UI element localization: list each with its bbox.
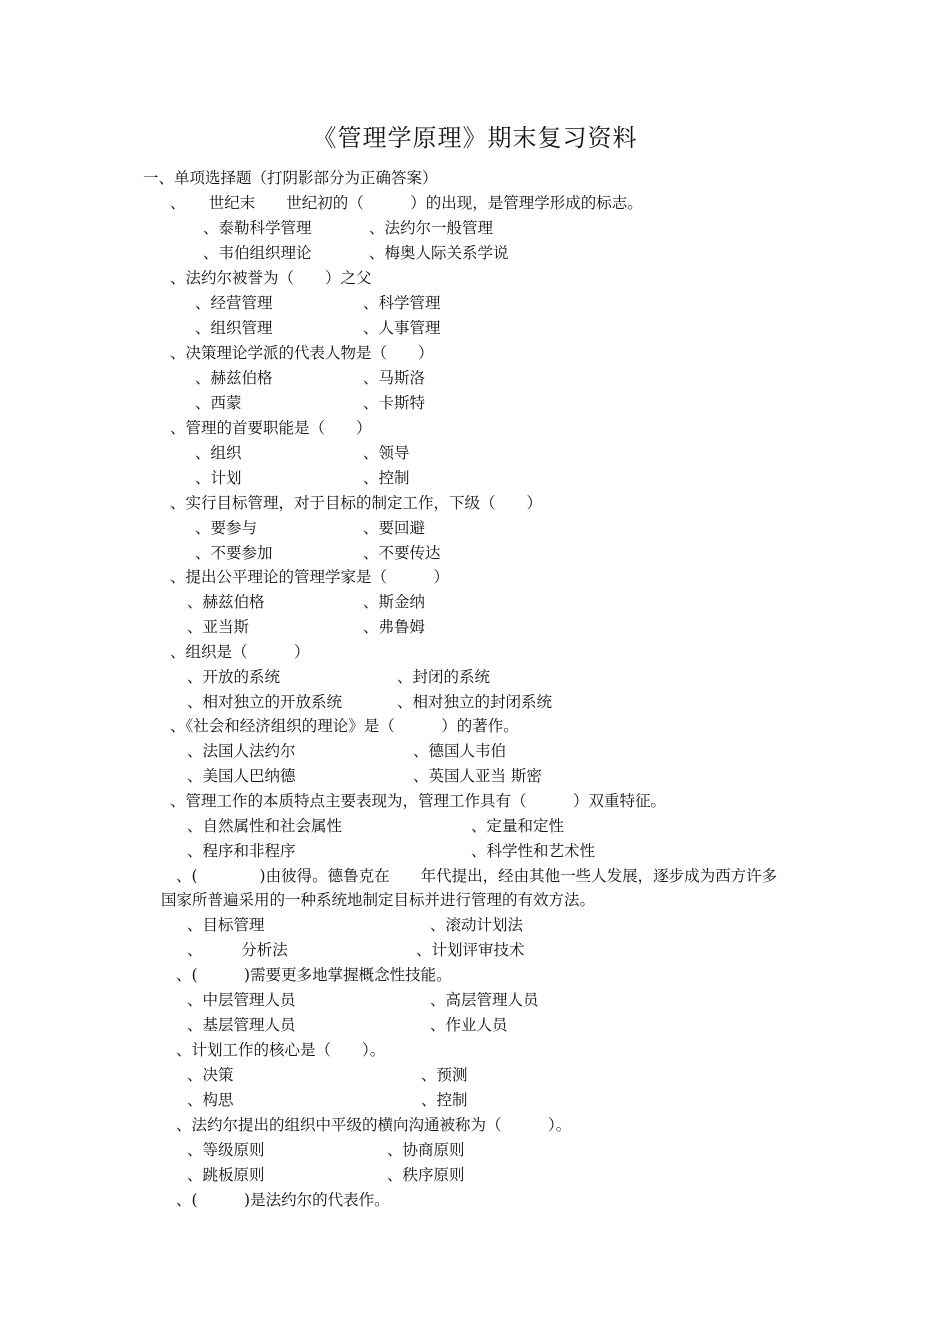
- question-13: 、法约尔提出的组织中平级的横向沟通被称为（ ）。: [176, 1116, 572, 1134]
- option-2a: 、经营管理: [195, 294, 273, 312]
- option-13c: 、跳板原则: [187, 1166, 265, 1184]
- question-8: 、《社会和经济组织的理论》是（ ）的著作。: [170, 717, 519, 735]
- question-1: 、 世纪末 世纪初的（ ）的出现，是管理学形成的标志。: [170, 194, 643, 212]
- option-10a: 、目标管理: [187, 916, 265, 934]
- option-12c: 、构思: [187, 1091, 234, 1109]
- option-7d: 、相对独立的封闭系统: [397, 693, 553, 711]
- option-12a: 、决策: [187, 1066, 234, 1084]
- option-1a: 、泰勒科学管理: [203, 219, 312, 237]
- option-5a: 、要参与: [195, 519, 258, 537]
- option-1b: 、法约尔一般管理: [369, 219, 494, 237]
- option-4a: 、组织: [195, 444, 242, 462]
- option-13b: 、协商原则: [387, 1141, 465, 1159]
- question-11: 、( )需要更多地掌握概念性技能。: [176, 966, 452, 984]
- option-13a: 、等级原则: [187, 1141, 265, 1159]
- option-5b: 、要回避: [363, 519, 426, 537]
- option-10b: 、滚动计划法: [430, 916, 524, 934]
- question-9: 、管理工作的本质特点主要表现为，管理工作具有（ ）双重特征。: [170, 792, 667, 810]
- question-10-continued: 国家所普遍采用的一种系统地制定目标并进行管理的有效方法。: [161, 891, 596, 909]
- option-10c: 、 分析法: [187, 941, 288, 959]
- option-11d: 、作业人员: [430, 1016, 508, 1034]
- question-3: 、决策理论学派的代表人物是（ ）: [170, 344, 434, 362]
- option-5d: 、不要传达: [363, 544, 441, 562]
- option-6a: 、赫兹伯格: [187, 593, 265, 611]
- option-4b: 、领导: [363, 444, 410, 462]
- page-title: 《管理学原理》期末复习资料: [312, 124, 638, 152]
- option-12b: 、预测: [421, 1066, 468, 1084]
- option-2c: 、组织管理: [195, 319, 273, 337]
- option-1d: 、梅奥人际关系学说: [369, 244, 509, 262]
- option-9a: 、自然属性和社会属性: [187, 817, 343, 835]
- option-11c: 、基层管理人员: [187, 1016, 296, 1034]
- option-12d: 、控制: [421, 1091, 468, 1109]
- option-13d: 、秩序原则: [387, 1166, 465, 1184]
- option-6d: 、弗鲁姆: [363, 618, 426, 636]
- option-10d: 、计划评审技术: [416, 941, 525, 959]
- option-7b: 、封闭的系统: [397, 668, 491, 686]
- option-3c: 、西蒙: [195, 394, 242, 412]
- option-7a: 、开放的系统: [187, 668, 281, 686]
- question-10: 、( )由彼得。德鲁克在 年代提出，经由其他一些人发展，逐步成为西方许多: [176, 867, 778, 885]
- option-1c: 、韦伯组织理论: [203, 244, 312, 262]
- option-9d: 、科学性和艺术性: [471, 842, 596, 860]
- option-9c: 、程序和非程序: [187, 842, 296, 860]
- option-8b: 、德国人韦伯: [413, 742, 507, 760]
- option-11b: 、高层管理人员: [430, 991, 539, 1009]
- option-8c: 、美国人巴纳德: [187, 767, 296, 785]
- section-heading: 一、单项选择题（打阴影部分为正确答案）: [143, 169, 438, 187]
- option-9b: 、定量和定性: [471, 817, 565, 835]
- option-2d: 、人事管理: [363, 319, 441, 337]
- option-5c: 、不要参加: [195, 544, 273, 562]
- option-6c: 、亚当斯: [187, 618, 250, 636]
- option-2b: 、科学管理: [363, 294, 441, 312]
- option-7c: 、相对独立的开放系统: [187, 693, 343, 711]
- question-14: 、( )是法约尔的代表作。: [176, 1191, 390, 1209]
- question-6: 、提出公平理论的管理学家是（ ）: [170, 568, 450, 586]
- option-3b: 、马斯洛: [363, 369, 426, 387]
- option-3a: 、赫兹伯格: [195, 369, 273, 387]
- question-5: 、实行目标管理，对于目标的制定工作，下级（ ）: [170, 494, 543, 512]
- question-12: 、计划工作的核心是（ ）。: [176, 1041, 386, 1059]
- question-2: 、法约尔被誉为（ ）之父: [170, 269, 372, 287]
- question-4: 、管理的首要职能是（ ）: [170, 419, 372, 437]
- option-4c: 、计划: [195, 469, 242, 487]
- option-6b: 、斯金纳: [363, 593, 426, 611]
- option-4d: 、控制: [363, 469, 410, 487]
- option-3d: 、卡斯特: [363, 394, 426, 412]
- option-8d: 、英国人亚当 斯密: [413, 767, 542, 785]
- option-11a: 、中层管理人员: [187, 991, 296, 1009]
- option-8a: 、法国人法约尔: [187, 742, 296, 760]
- question-7: 、组织是（ ）: [170, 643, 310, 661]
